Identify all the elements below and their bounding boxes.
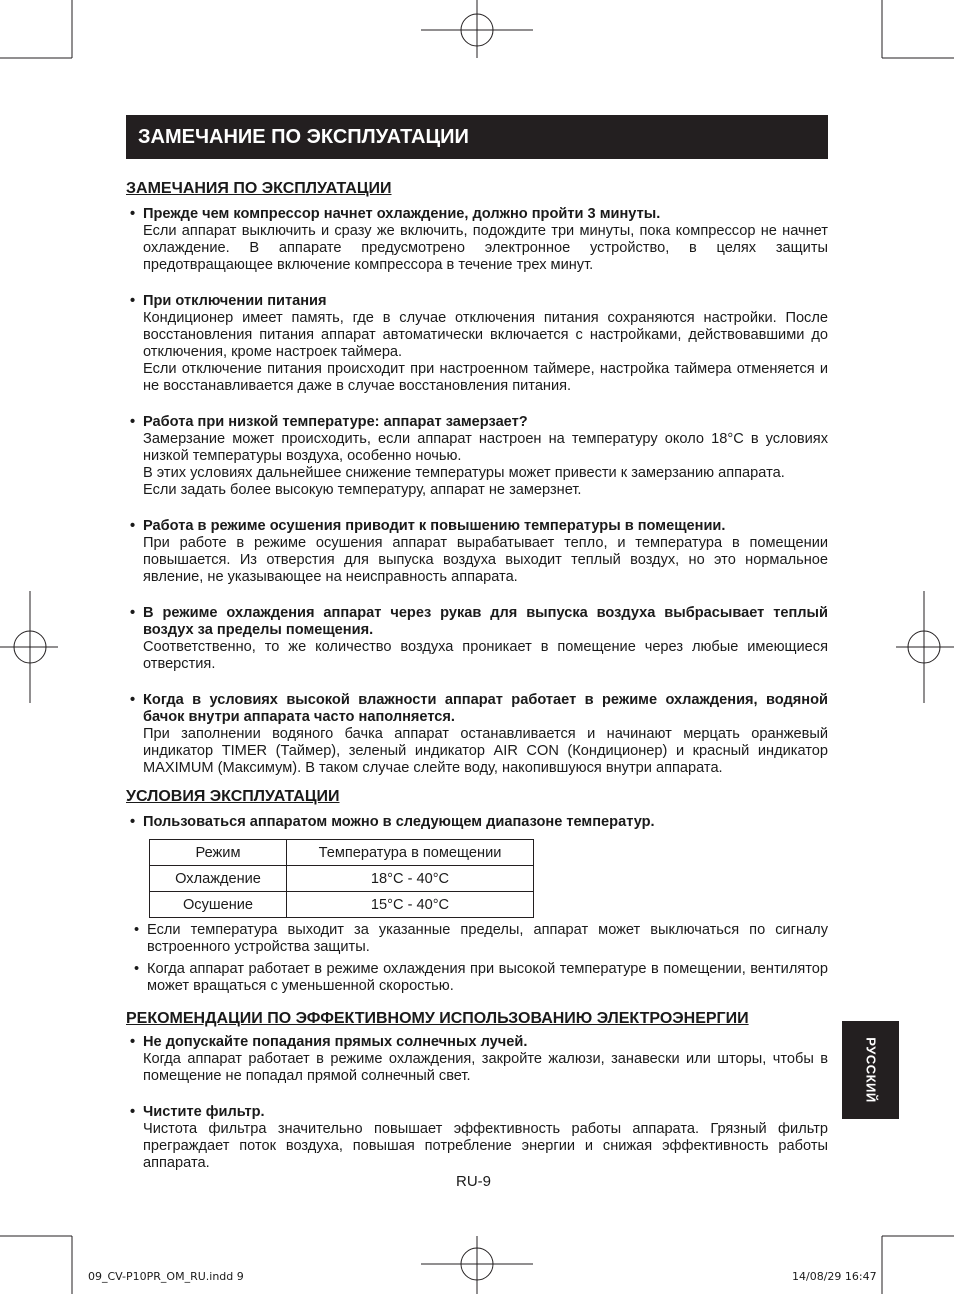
table-row [150,892,534,918]
list-item [126,692,828,777]
table-cell: Осушение [150,892,287,918]
item-text: При заполнении водяного бачка аппарат останавливается и начинают мерцать оранжевый индикатор TIMER (Таймер), зеленый индикатор AIR CON (Кондиционер) и красный индикатор MAXIMUM (Максимум). В таком случае слейте воду, накопившуюся внутри аппарата. [143,726,828,776]
bullet-icon: • [130,518,136,534]
list-item [126,605,828,673]
list-item [126,1034,828,1085]
item-text: В этих условиях дальнейшее снижение температуры может привести к замерзанию аппарата. [143,465,785,481]
section-heading-energy-tips: РЕКОМЕНДАЦИИ ПО ЭФФЕКТИВНОМУ ИСПОЛЬЗОВАНИЮ ЭЛЕКТРОЭНЕРГИИ [126,1010,749,1027]
footer-file: 09_CV-P10PR_OM_RU.indd 9 [88,1270,244,1283]
note-item: • Когда аппарат работает в режиме охлаждения при высокой температуре в помещении, вентилятор может вращаться с уменьшенной скоростью. [134,961,828,994]
item-text: Если аппарат выключить и сразу же включить, подождите три минуты, пока компрессор не начнет охлаждение. В аппарате предусмотрено электронное устройство, в целях защиты предотвращающее включение компрессора в течение трех минут. [143,223,828,273]
page-number: RU-9 [456,1173,492,1190]
table-header: Режим [150,840,287,866]
item-title: В режиме охлаждения аппарат через рукав для выпуска воздуха выбрасывает теплый воздух за пределы помещения. [143,605,828,638]
footer-timestamp: 14/08/29 16:47 [792,1270,877,1283]
bullet-icon: • [134,922,140,938]
item-text: Когда аппарат работает в режиме охлаждения, закройте жалюзи, занавески или шторы, чтобы в помещение не попадал прямой солнечный свет. [143,1051,828,1084]
bullet-icon: • [130,206,136,222]
bullet-icon: • [130,605,136,621]
item-text: Замерзание может происходить, если аппарат настроен на температуру около 18°C в условиях низкой температуры воздуха, особенно ночью. [143,431,828,464]
section-heading-operating-conditions: УСЛОВИЯ ЭКСПЛУАТАЦИИ [126,788,340,805]
bullet-icon: • [130,1034,136,1050]
item-title: Работа при низкой температуре: аппарат замерзает? [143,414,528,430]
item-title: Когда в условиях высокой влажности аппарат работает в режиме охлаждения, водяной бачок внутри аппарата часто наполняется. [143,692,828,725]
table-header: Температура в помещении [287,840,534,866]
list-item [126,206,828,274]
bullet-icon: • [130,692,136,708]
table-row [150,866,534,892]
bullet-icon: • [130,414,136,430]
item-title: При отключении питания [143,293,327,309]
list-item [126,293,828,395]
item-text: Если задать более высокую температуру, аппарат не замерзнет. [143,482,582,498]
item-text: Соответственно, то же количество воздуха проникает в помещение через любые имеющиеся отверстия. [143,639,828,672]
language-tab-label: РУССКИЙ [863,1037,878,1103]
note-item: • Если температура выходит за указанные пределы, аппарат может выключаться по сигналу встроенного устройства защиты. [134,922,828,955]
item-text: При работе в режиме осушения аппарат вырабатывает тепло, и температура в помещении повышается. Из отверстия для выпуска воздуха выходит теплый воздух, но это нормальное явление, не указывающее на неисправность аппарата. [143,535,828,585]
list-item [126,518,828,586]
item-title: Работа в режиме осушения приводит к повышению температуры в помещении. [143,518,726,534]
table-cell: 18°C - 40°C [287,866,534,892]
item-title: Прежде чем компрессор начнет охлаждение, должно пройти 3 минуты. [143,206,661,222]
page-title: ЗАМЕЧАНИЕ ПО ЭКСПЛУАТАЦИИ [126,115,828,159]
table-cell: 15°C - 40°C [287,892,534,918]
item-text: Чистота фильтра значительно повышает эффективность работы аппарата. Грязный фильтр преграждает поток воздуха, повышая потребление энергии и снижая эффективность работы аппарата. [143,1121,828,1171]
temperature-table [149,839,534,918]
table-header-row [150,840,534,866]
list-item [126,414,828,499]
bullet-icon: • [130,293,136,309]
language-tab [842,1021,899,1119]
main-content [126,179,828,1191]
list-item [126,1104,828,1172]
section-heading-operation-notes: ЗАМЕЧАНИЯ ПО ЭКСПЛУАТАЦИИ [126,180,392,197]
item-text: Кондиционер имеет память, где в случае отключения питания сохраняются настройки. После восстановления питания аппарат автоматически включается с настройками, действовавшими до отключения, кроме настроек таймера. [143,310,828,360]
bullet-icon: • [130,1104,136,1120]
item-title: Не допускайте попадания прямых солнечных лучей. [143,1034,528,1050]
bullet-icon: • [130,814,136,830]
item-text: Если отключение питания происходит при настроенном таймере, настройка таймера отменяется и не восстанавливается даже в случае восстановления питания. [143,361,828,394]
conditions-intro: Пользоваться аппаратом можно в следующем диапазоне температур. [143,814,655,830]
bullet-icon: • [134,961,140,977]
table-cell: Охлаждение [150,866,287,892]
item-title: Чистите фильтр. [143,1104,265,1120]
